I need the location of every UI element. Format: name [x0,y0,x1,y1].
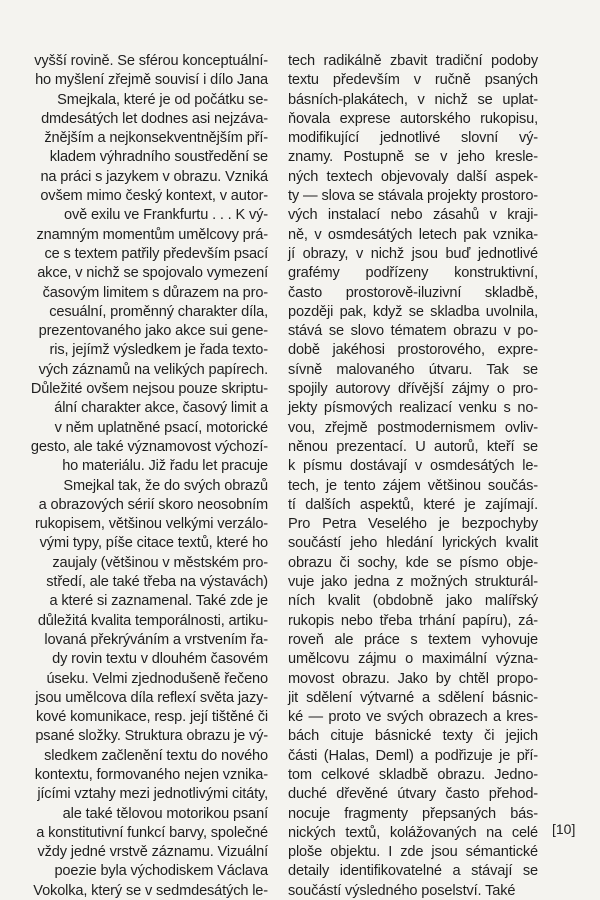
text-line: jícími vztahy mezi jednotlivými citáty, [37,786,268,803]
page-number: [10] [552,821,576,837]
text-line: grafémy podřízeny konstruktivní, [288,265,538,282]
text-line: Smejkal tak, že do svých obrazů [63,477,268,494]
text-line: kladem výhradního soustředění se [49,149,268,166]
text-line: ty — slova se stávala projekty prostoro- [288,188,538,205]
text-line: sívně malovaného útvaru. Tak se [288,361,538,378]
text-line: ce s textem patřily především psací [44,245,268,262]
text-line: tom celkové skladbě obrazu. Jedno- [288,766,538,783]
text-line: obrazu či sochy, kde se písmo obje- [288,554,538,571]
text-line: tech radikálně zbavit tradiční podoby [288,53,538,69]
text-line: něnou prezentací. U autorů, kteří se [288,438,538,455]
text-line: zaujaly (většinou v městském pro- [52,554,268,571]
text-line: poezie byla východiskem Václava [54,863,268,880]
text-line: tech, je tento zájem většinou součás- [288,477,538,494]
text-line: úseku. Velmi zjednodušeně řečeno [46,670,268,687]
text-line: době jakéhosi prostorového, expre- [288,342,538,359]
text-line: Vokolka, který se v sedmdesátých le- [33,882,268,899]
text-line: jit sdělení výtvarné a sdělení básnic- [288,689,538,706]
left-text-column [0,52,268,900]
text-line: časovým limitem s důrazem na pro- [42,284,268,301]
text-line: dmdesátých let dodnes asi nejzáva- [41,110,268,127]
text-line: bách cituje básnické texty či jejich [288,728,538,745]
text-line: ně, v osmdesátých letech pak vznika- [288,226,538,243]
text-line: často prostorově-iluzivní skladbě, [288,284,538,301]
text-line: lovaná překrýváním a vrstvením řa- [44,631,268,648]
text-line: žnějším a nejkonsekventnějším pří- [44,130,268,147]
text-line: součástí výsledného poselství. Také [288,882,516,899]
text-line: nocuje fragmenty přepsaných bás- [288,805,538,822]
text-line: jekty písmových realizací venku s no- [288,400,538,417]
text-line: dy rovin textu v dlouhém časovém [52,651,268,668]
text-line: jí obrazy, v nichž jsou buď jednotlivé [288,245,538,262]
text-line: ploše objektu. I zde jsou sémantické [288,844,538,861]
text-line: ovšem mimo český kontext, v autor- [40,188,268,205]
text-line: Pro Petra Veselého je bezpochyby [288,516,538,533]
text-line: psané složky. Struktura obrazu je vý- [35,728,268,745]
text-line: ho myšlení zřejmě souvisí i dílo Jana [35,72,268,89]
text-line: ké — proto ve svých obrazech a kres- [288,709,538,726]
text-line: ho materiálu. Již řadu let pracuje [62,458,268,475]
text-line: vou, zřejmě postmodernismem ovliv- [288,419,538,436]
text-line: detaily identifikovatelné a stávají se [288,863,538,880]
text-line: v něm uplatněné psací, motorické [54,419,268,436]
text-line: ale také tělovou motorikou psaní [62,805,268,822]
text-line: ově exilu ve Frankfurtu . . . K vý- [63,207,268,224]
text-line: ňovala exprese autorského rukopisu, [288,110,538,127]
text-line: ních kvalit (obdobně jako malířský [288,593,538,610]
text-line: básních-plakátech, v nichž se uplat- [288,91,538,108]
text-line: ných textech objevovaly další aspek- [288,168,538,185]
text-line: znamným momentům umělcovy prá- [36,226,268,243]
text-line: prezentovaného jako akce sui gene- [38,323,268,340]
text-line: kontextu, formovaného nejen vznika- [34,766,268,783]
text-line: movost obrazu. Jako by chtěl propo- [288,670,538,687]
text-line: k písmu dostávají v osmdesátých le- [288,458,538,475]
text-line: vyšší rovině. Se sférou konceptuální- [34,53,268,69]
text-line: znamy. Postupně se v jeho kresle- [288,149,538,166]
text-line: vými typy, píše citace textů, které ho [39,535,268,552]
text-line: později pak, když se skladba uvolnila, [288,303,538,320]
text-line: textu především v ručně psaných [288,72,538,89]
text-line: umělcovu zájmu o maximální význa- [288,651,538,668]
text-line: kové komunikace, resp. její tištěné či [36,709,268,726]
text-line: a konstitutivní funkcí barvy, společné [36,824,268,841]
text-line: středí, ale také třeba na výstavách) [46,574,268,591]
text-line: roveň ale práce s textem vyhovuje [288,631,538,648]
text-line: vždy jedné vrstvě záznamu. Vizuální [37,844,268,861]
text-line: gesto, ale také významovost výchozí- [30,438,268,455]
text-line: vých instalací nebo zásahů v kraji- [288,207,538,224]
text-line: součástí jeho hledání lyrických kvalit [288,535,538,552]
text-line: rukopisem, většinou velkými verzálo- [34,516,268,533]
text-line: na práci s jazykem v obrazu. Vzniká [40,168,268,185]
text-line: rukopis nebo třeba trhání papíru), zá- [288,612,538,629]
text-line: sledkem začlenění textu do nového [44,747,268,764]
text-line: spojily autorovy dřívější zájmy o pro- [288,381,538,398]
text-line: nických textů, kolážovaných na celé [288,824,538,841]
right-text-column [288,52,538,900]
text-line: tí dalších aspektů, které je zajímají. [288,496,538,513]
text-line: stává se slovo tématem obrazu v po- [288,323,538,340]
text-line: části (Halas, Deml) a podřizuje je pří- [288,747,538,764]
text-line: Důležité ovšem nejsou pouze skriptu- [30,381,268,398]
text-line: Smejkala, které je od počátku se- [57,91,268,108]
text-line: modifikující jednotlivé slovní vý- [288,130,538,147]
text-line: a které si zaznamenal. Také zde je [49,593,268,610]
text-line: vuje jako jedna z možných strukturál- [288,574,538,591]
text-line: duché dřevěné útvary často přehod- [288,786,538,803]
text-line: ální charakter akce, časový limit a [54,400,268,417]
text-line: jsou umělcova díla reflexí světa jazy- [35,689,268,706]
text-line: akce, v nichž se spojovalo vymezení [37,265,268,282]
text-line: cesuální, proměnný charakter díla, [49,303,268,320]
text-line: ris, jejímž výsledkem je řada texto- [49,342,268,359]
text-line: důležitá kvalita temporálnosti, artiku- [37,612,268,629]
text-line: vých záznamů na velikých papírech. [38,361,268,378]
text-line: a obrazových sérií skoro neosobním [38,496,268,513]
